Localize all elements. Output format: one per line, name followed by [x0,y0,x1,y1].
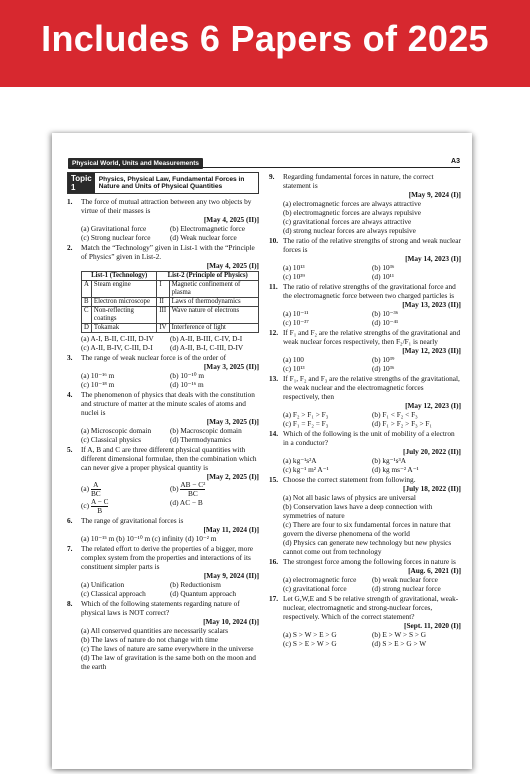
options-group [283,456,461,474]
option: (c) There are four to six fundamental forces in nature that govern the diverse phenomena of the world [283,520,451,538]
option: (d) 10⁻¹⁶ m [170,380,204,389]
question-number: 8. [67,599,73,608]
left-column [67,172,259,672]
option: (a) electromagnetic force [283,575,357,584]
left-questions [67,197,259,671]
question-source: [May 11, 2024 (I)] [203,525,259,534]
option: (d) F₁ > F₂ > F₃ > F₁ [372,419,433,428]
table-cell: Non-reflecting coatings [91,307,156,324]
question-text: If A, B and C are three different physical quantities with different dimensional formulae, then the combination which can never give a proper physical quantity is [81,445,257,472]
match-table [81,271,259,333]
option: (b) weak nuclear force [372,575,438,584]
option: (c) F₁ = F₂ = F₃ [283,419,329,428]
question-source: [May 2, 2025 (I)] [206,472,259,481]
question-item [269,172,461,235]
option: (c) 10³⁹ [283,272,305,281]
table-row [82,324,259,333]
option: (b) 10⁻¹⁰ m [170,371,205,380]
question-item [67,243,259,352]
question-body [81,390,259,444]
option: (c) Strong nuclear force [81,233,151,242]
question-body [81,197,259,242]
question-number: 6. [67,516,73,525]
numerator: AB − C² [180,480,206,489]
question-item [269,557,461,593]
question-number: 5. [67,445,73,454]
option: (b) Conservation laws have a deep connection with symmetries of nature [283,502,433,520]
question-body [283,594,461,648]
chapter-header: Physical World, Units and Measurements [68,158,203,169]
question-item [67,390,259,444]
question-body [81,516,259,543]
question-text: The phenomenon of physics that deals with the constitution and structure of matter at the minute scales of atoms and nuclei is [81,390,255,417]
option: (c) The laws of nature are same everywhere in the universe [81,644,254,653]
option: (a) 10¹³ [283,263,305,272]
question-item [269,282,461,327]
question-text: The range of weak nuclear force is of the order of [81,353,227,362]
question-number: 3. [67,353,73,362]
question-body [81,243,259,352]
question-number: 2. [67,243,73,252]
promo-banner [0,0,530,90]
table-cell: Interference of light [169,324,258,333]
option: (c) gravitational force [283,584,347,593]
question-item [67,197,259,242]
option: (c) gravitational forces are always attractive [283,217,412,226]
option: (b) 10⁻³⁶ [372,309,399,318]
option: (d) Quantum approach [170,589,237,598]
right-questions [269,172,461,648]
option: (c) 10⁻¹⁸ m [81,380,115,389]
question-source: [May 9, 2024 (I)] [408,190,461,199]
option: (c) 10¹³ [283,364,305,373]
topic-tag: Topic 1 [68,173,95,193]
options-group [81,481,259,515]
option: (a) 10⁻¹¹ [283,309,309,318]
question-body [81,544,259,598]
option: (a) Not all basic laws of physics are universal [283,493,416,502]
option: (b) A-II, B-III, C-IV, D-I [170,334,243,343]
option: (c) 10⁻³⁷ [283,318,309,327]
question-text: Let G,W,E and S be relative strength of gravitational, weak-nuclear, electromagnetic and strong-nuclear forces, respectively. Which of the correct statement? [283,594,459,621]
question-text: If F₁, F₂ and F₃ are the relative strengths of the gravitational, the weak nuclear and the electromagnetic forces respectively, then [283,374,460,401]
question-number: 15. [269,475,279,484]
question-number: 16. [269,557,279,566]
denominator: BC [90,489,101,498]
question-text: The range of gravitational forces is [81,516,184,525]
table-cell: Magnetic confinement of plasma [169,281,258,298]
table-header: List-1 (Technology) [82,272,157,281]
question-number: 12. [269,328,279,337]
option: (c) $\frac{A - C}{B}$ [81,497,109,515]
question-number: 1. [67,197,73,206]
table-row [82,281,259,298]
question-number: 11. [269,282,278,291]
option: (b) Electromagnetic force [170,224,245,233]
question-body [81,445,259,515]
question-text: Which of the following statements regarding nature of physical laws is NOT correct? [81,599,240,617]
question-item [269,236,461,281]
option: (a) $\frac{A}{BC}$ [81,480,101,498]
option: (a) Unification [81,580,125,589]
option: (c) Classical approach [81,589,146,598]
option: (c) S > E > W > G [283,639,337,648]
option: (a) electromagnetic forces are always attractive [283,199,421,208]
options-group [283,630,461,648]
options-group [81,334,259,352]
question-text: The ratio of the relative strengths of strong and weak nuclear forces is [283,236,461,254]
table-row [82,298,259,307]
question-source: [Sept. 11, 2020 (I)] [404,621,461,630]
question-text: The related effort to derive the properties of a bigger, more complex system from the properties and interactions of its constituent simpler parts is [81,544,253,571]
option: (d) kg ms⁻² A⁻¹ [372,465,419,474]
option-fraction [91,498,109,515]
table-cell: IV [157,324,169,333]
question-item [269,429,461,474]
question-source: [May 4, 2025 (I)] [206,261,259,270]
options-group [81,371,259,389]
option: (a) S > W > E > G [283,630,337,639]
page-number: A3 [451,158,460,165]
question-number: 7. [67,544,73,553]
option: (d) 10⁻⁴¹ [372,318,399,327]
option: (b) electromagnetic forces are always repulsive [283,208,421,217]
question-text: Choose the correct statement from following. [283,475,416,484]
question-number: 17. [269,594,279,603]
options-group [81,580,259,598]
table-cell: D [82,324,92,333]
options-group [283,355,461,373]
option: (d) strong nuclear forces are always repulsive [283,226,416,235]
right-column [269,172,461,649]
question-source: [July 20, 2022 (II)] [403,447,461,456]
option: (b) 10³⁶ [372,263,395,272]
options-group [283,309,461,327]
options-group [283,493,461,556]
option: (c) kg⁻¹ m² A⁻¹ [283,465,329,474]
table-cell: Tokamak [91,324,156,333]
question-text: Regarding fundamental forces in nature, the correct statement is [283,172,434,190]
denominator: B [97,506,103,515]
question-item [269,475,461,556]
numerator: A [91,481,101,490]
option: (a) F₂ > F₁ > F₃ [283,410,329,419]
question-item [67,445,259,515]
table-cell: Wave nature of electrons [169,307,258,324]
question-text: If F₁ and F₂ are the relative strengths of the gravitational and weak nuclear forces respectively, then F₂/F₁ is nearly [283,328,461,346]
question-text: Match the “Technology” given in List-1 with the “Principle of Physics” given in List-2. [81,243,255,261]
question-body [283,374,461,428]
question-body [283,475,461,556]
option: (c) A-II, B-IV, C-III, D-I [81,343,153,352]
option: (b) Macroscopic domain [170,426,242,435]
option: (d) The law of gravitation is the same both on the moon and the earth [81,653,256,671]
options-group [81,534,259,543]
question-source: [May 3, 2025 (I)] [206,417,259,426]
table-cell: Laws of thermodynamics [169,298,258,307]
option: (d) 10¹¹ [372,272,395,281]
option: (b) Reductionism [170,580,221,589]
option: (d) Physics can generate new technology but new physics cannot come out from technology [283,538,452,556]
question-item [67,353,259,389]
option: (a) A-I, B-II, C-III, D-IV [81,334,154,343]
header-rule [68,167,460,168]
table-cell: A [82,281,92,298]
question-number: 10. [269,236,279,245]
option: (b) The laws of nature do not change with time [81,635,219,644]
option: (a) All conserved quantities are necessarily scalars [81,626,229,635]
option: (c) Classical physics [81,435,141,444]
question-body [283,282,461,327]
question-source: [May 12, 2023 (I)] [405,401,461,410]
question-item [269,328,461,373]
table-cell: Steam engine [91,281,156,298]
options-group [81,626,259,671]
table-row [82,307,259,324]
option: (d) Weak nuclear force [170,233,237,242]
topic-box [67,172,259,194]
topic-title: Physics, Physical Law, Fundamental Forces in Nature and Units of Physical Quantities [98,175,245,190]
option: (b) F₁ < F₂ < F₃ [372,410,418,419]
question-text: Which of the following is the unit of mobility of a electron in a conductor? [283,429,455,447]
option: (a) 100 [283,355,304,364]
denominator: BC [187,489,198,498]
question-body [81,353,259,389]
table-cell: B [82,298,92,307]
question-source: [May 13, 2023 (II)] [402,300,461,309]
question-source: [May 4, 2025 (II)] [203,215,259,224]
table-cell: II [157,298,169,307]
option: (d) 10³⁶ [372,364,395,373]
question-body [283,236,461,281]
question-source: [May 10, 2024 (I)] [203,617,259,626]
option-fraction [91,481,101,498]
table-cell: I [157,281,169,298]
option: (a) kg⁻¹s²A [283,456,317,465]
question-item [269,374,461,428]
question-item [67,516,259,543]
option: (b) kg⁻¹s³A [372,456,406,465]
options-group [81,224,259,242]
banner-title: Includes 6 Papers of 2025 [41,18,489,59]
numerator: A − C [90,497,109,506]
question-number: 13. [269,374,279,383]
question-source: [July 18, 2022 (II)] [403,484,461,493]
question-text: The force of mutual attraction between any two objects by virtue of their masses is [81,197,252,215]
option: (b) E > W > S > G [372,630,427,639]
question-text: The strongest force among the following forces in nature is [283,557,456,566]
question-body [283,172,461,235]
options-group [283,575,461,593]
question-item [67,599,259,671]
option: (a) 10⁻¹⁵ m (b) 10⁻¹⁰ m (c) infinity (d) 10⁻² m [81,534,217,543]
table-header: List-2 (Principle of Physics) [157,272,259,281]
options-group [283,199,461,235]
options-group [283,263,461,281]
option: (d) Thermodynamics [170,435,232,444]
option: (a) Microscopic domain [81,426,152,435]
option: (d) strong nuclear force [372,584,441,593]
question-source: [May 3, 2025 (II)] [203,362,259,371]
question-source: [Aug. 6, 2021 (I)] [408,566,461,575]
question-text: The ratio of relative strengths of the gravitational force and the electromagnetic force between two charged particles is [283,282,456,300]
question-body [283,328,461,373]
option: (d) AC − B [170,498,203,507]
options-group [283,410,461,428]
question-source: [May 14, 2023 (I)] [405,254,461,263]
question-body [81,599,259,671]
question-item [67,544,259,598]
options-group [81,426,259,444]
table-cell: III [157,307,169,324]
book-page [52,133,472,769]
option-fraction [180,481,205,498]
question-number: 9. [269,172,275,181]
question-number: 4. [67,390,73,399]
option: (a) 10⁻¹⁶ m [81,371,115,380]
question-body [283,557,461,593]
table-cell: C [82,307,92,324]
question-number: 14. [269,429,279,438]
table-cell: Electron microscope [91,298,156,307]
option: (a) Gravitational force [81,224,147,233]
question-item [269,594,461,648]
question-source: [May 12, 2023 (II)] [402,346,461,355]
option: (b) $\frac{\text{AB − C²}}{BC}$ [170,480,206,498]
question-body [283,429,461,474]
option: (d) A-II, B-I, C-III, D-IV [170,343,244,352]
option: (d) S > E > G > W [372,639,427,648]
option: (b) 10³⁹ [372,355,395,364]
question-source: [May 9, 2024 (II)] [203,571,259,580]
